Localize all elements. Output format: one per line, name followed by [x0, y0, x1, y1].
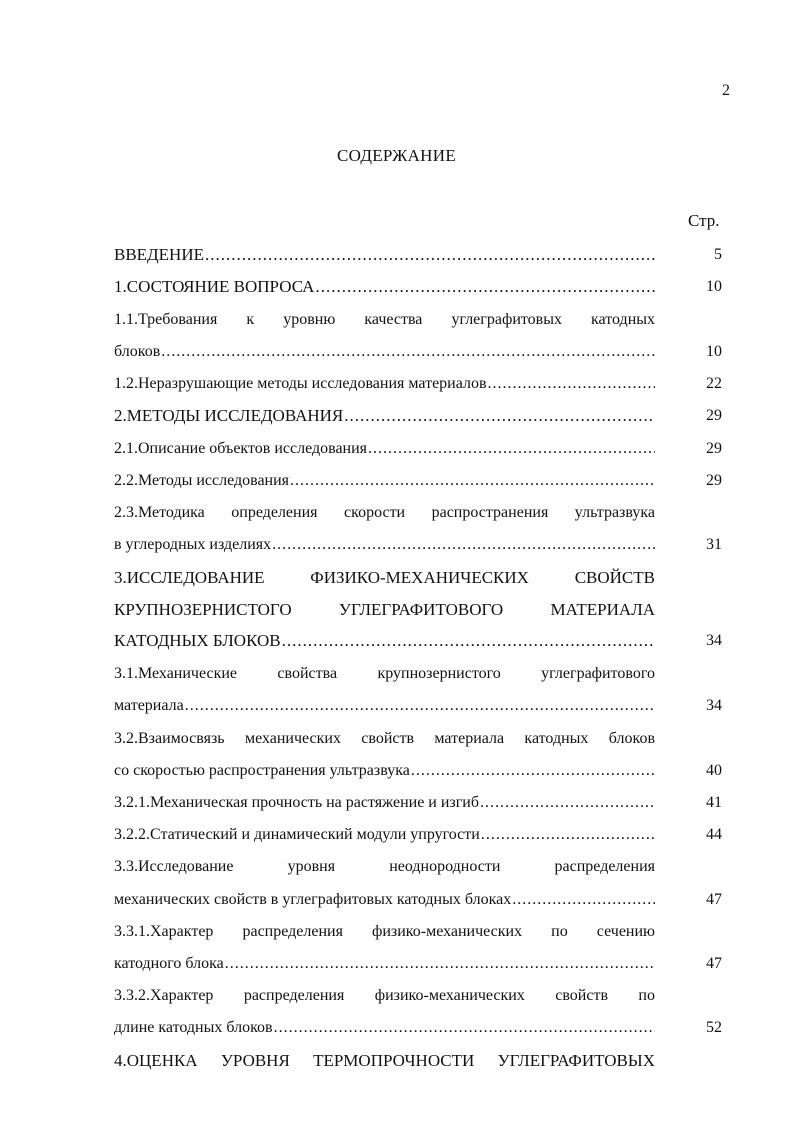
toc-entry: в углеродных изделиях ..... — [114, 532, 655, 558]
toc-page: 29 — [706, 472, 722, 489]
toc-page: 10 — [706, 343, 722, 360]
toc-entry: 3.1.Механические свойства крупнозернистого углеграфитового — [114, 665, 655, 682]
toc-entry: 2.1.Описание объектов исследования ..... — [114, 436, 655, 462]
toc-entry: КРУПНОЗЕРНИСТОГО УГЛЕГРАФИТОВОГО МАТЕРИАЛА — [114, 600, 655, 619]
page-title: СОДЕРЖАНИЕ — [336, 146, 457, 165]
toc-page: 41 — [706, 794, 722, 811]
toc-entry: катодного блока ..... — [114, 951, 655, 977]
toc-page: 44 — [706, 826, 722, 843]
toc-entry: со скоростью распространения ультразвука ..... — [114, 758, 655, 784]
toc-entry: ВВЕДЕНИЕ ..... — [114, 242, 655, 268]
toc-page: 47 — [706, 891, 722, 908]
toc-page: 29 — [706, 407, 722, 424]
toc-page: 10 — [706, 278, 722, 295]
toc-page: 34 — [706, 632, 722, 649]
toc-entry: 3.2.2.Статический и динамический модули упругости ..... — [114, 822, 655, 848]
toc-entry: 3.3.1.Характер распределения физико-механических по сечению — [114, 923, 655, 940]
toc-entry: 3.ИССЛЕДОВАНИЕ ФИЗИКО-МЕХАНИЧЕСКИХ СВОЙСТВ — [114, 568, 655, 587]
toc-page: 40 — [706, 762, 722, 779]
toc-entry: 2.МЕТОДЫ ИССЛЕДОВАНИЯ ..... — [114, 403, 655, 429]
toc-page: 29 — [706, 440, 722, 457]
toc-page: 52 — [706, 1019, 722, 1036]
toc-entry: механических свойств в углеграфитовых катодных блоках ..... — [114, 887, 655, 913]
toc-page: 31 — [706, 536, 722, 553]
toc-entry: длине катодных блоков ..... — [114, 1015, 655, 1041]
toc-entry: 2.3.Методика определения скорости распространения ультразвука — [114, 504, 655, 521]
toc-entry: 1.СОСТОЯНИЕ ВОПРОСА ..... — [114, 274, 655, 300]
toc-entry: 2.2.Методы исследования ..... — [114, 468, 655, 494]
toc-entry: 3.3.Исследование уровня неоднородности распределения — [114, 858, 655, 875]
toc-page: 22 — [706, 375, 722, 392]
toc-entry: 1.1.Требования к уровню качества углеграфитовых катодных — [114, 311, 655, 328]
toc-page: 47 — [706, 955, 722, 972]
page-column-label: Стр. — [688, 211, 720, 230]
toc-entry: 3.2.1.Механическая прочность на растяжение и изгиб ..... — [114, 790, 655, 816]
page-number: 2 — [722, 82, 730, 99]
toc-entry: 3.2.Взаимосвязь механических свойств материала катодных блоков — [114, 730, 655, 747]
toc-entry: блоков ..... — [114, 339, 655, 365]
toc-entry: 4.ОЦЕНКА УРОВНЯ ТЕРМОПРОЧНОСТИ УГЛЕГРАФИТОВЫХ — [114, 1051, 655, 1070]
toc-page: 5 — [714, 246, 722, 263]
toc-entry: материала ..... — [114, 693, 655, 719]
toc-entry: КАТОДНЫХ БЛОКОВ ..... — [114, 628, 655, 654]
toc-entry: 1.2.Неразрушающие методы исследования материалов ..... — [114, 371, 655, 397]
toc-entry: 3.3.2.Характер распределения физико-механических свойств по — [114, 987, 655, 1004]
toc-page: 34 — [706, 697, 722, 714]
